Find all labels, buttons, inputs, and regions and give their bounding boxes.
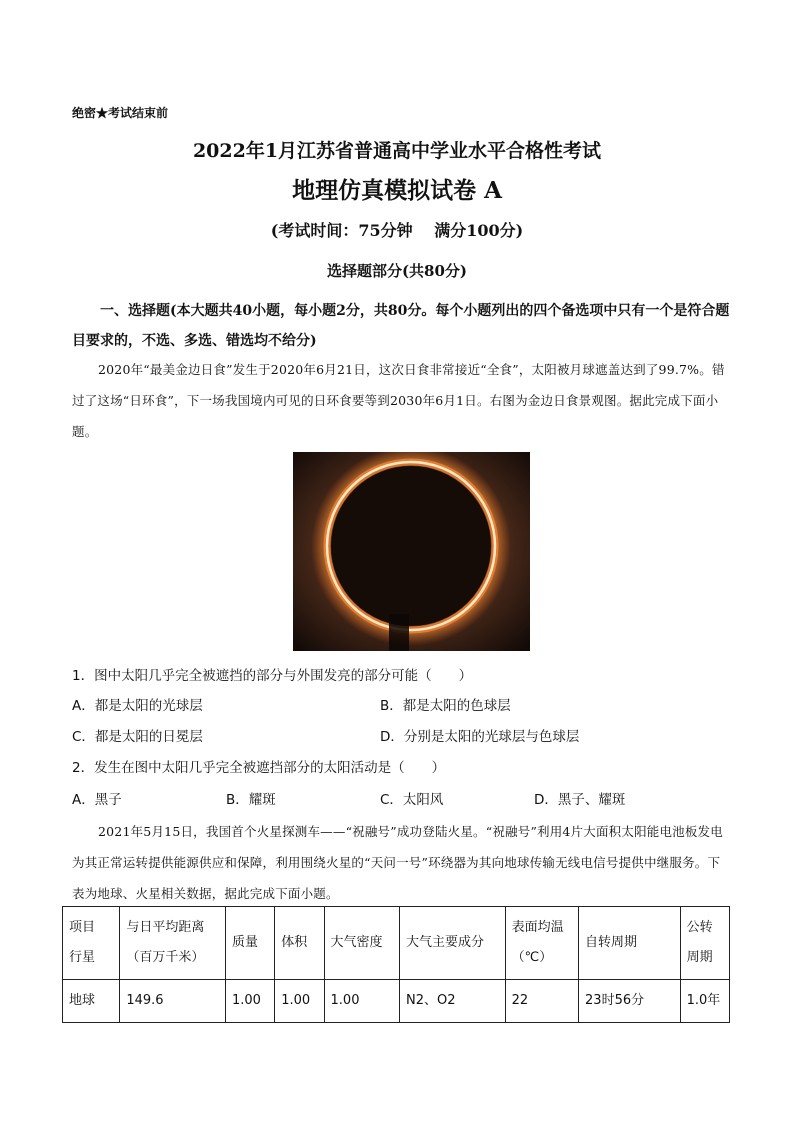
part-title: 选择题部分(共80分) bbox=[326, 262, 468, 280]
table-header-cell: 体积 bbox=[275, 907, 324, 980]
table-cell: 23时56分 bbox=[579, 980, 681, 1023]
passage-eclipse: 2020年“最美金边日食”发生于2020年6月21日，这次日食非常接近“全食”，太阳被月球遮盖达到了99.7%。错过了这场“日环食”，下一场我国境内可见的日环食要等到2030年6月1日。右图为金边日食景观图。据此完成下面小题。 bbox=[72, 362, 725, 439]
question-1-option-b: B．都是太阳的色球层 bbox=[380, 698, 511, 714]
table-cell: 1.00 bbox=[225, 980, 274, 1023]
planet-data-table bbox=[62, 906, 730, 1023]
exam-title: 2022年1月江苏省普通高中学业水平合格性考试 bbox=[192, 140, 602, 162]
section-instructions: 一、选择题(本大题共40小题，每小题2分，共80分。每个小题列出的四个备选项中只有一个是符合题目要求的，不选、多选、错选均不给分) bbox=[72, 303, 730, 349]
table-header-cell: 公转 周期 bbox=[680, 907, 729, 980]
confidential-mark: 绝密★考试结束前 bbox=[72, 106, 169, 120]
passage-mars: 2021年5月15日，我国首个火星探测车——“祝融号”成功登陆火星。“祝融号”利用4片大面积太阳能电池板发电为其正常运转提供能源供应和保障，利用围绕火星的“天问一号”环绕器为其向地球传输无线电信号提供中继服务。下表为地球、火星相关数据，据此完成下面小题。 bbox=[72, 824, 723, 901]
question-1-stem: 1．图中太阳几乎完全被遮挡的部分与外围发亮的部分可能（ ） bbox=[72, 668, 473, 684]
table-header-cell: 项目 行星 bbox=[63, 907, 120, 980]
table-cell: 1.00 bbox=[275, 980, 324, 1023]
table-cell: 149.6 bbox=[120, 980, 226, 1023]
table-header-cell: 大气密度 bbox=[324, 907, 399, 980]
eclipse-image bbox=[293, 452, 530, 651]
table-header-row bbox=[63, 907, 730, 980]
eclipse-photo bbox=[293, 452, 530, 651]
table-header-cell: 大气主要成分 bbox=[399, 907, 505, 980]
paper-title: 地理仿真模拟试卷 A bbox=[292, 177, 502, 204]
question-2-option-c: C．太阳风 bbox=[380, 792, 444, 808]
question-1-option-d: D．分别是太阳的光球层与色球层 bbox=[380, 729, 580, 745]
exam-info: (考试时间：75分钟 满分100分) bbox=[270, 221, 524, 240]
question-1-option-c: C．都是太阳的日冕层 bbox=[72, 729, 203, 745]
question-1-option-a: A．都是太阳的光球层 bbox=[72, 698, 203, 714]
question-2-option-d: D．黑子、耀斑 bbox=[534, 792, 626, 808]
question-2-option-a: A．黑子 bbox=[72, 792, 122, 808]
table-row bbox=[63, 980, 730, 1023]
table-cell: 1.00 bbox=[324, 980, 399, 1023]
table-header-cell: 表面均温 （℃） bbox=[505, 907, 578, 980]
table-cell: 地球 bbox=[63, 980, 120, 1023]
question-2-stem: 2．发生在图中太阳几乎完全被遮挡部分的太阳活动是（ ） bbox=[72, 760, 446, 776]
table-cell: 1.0年 bbox=[680, 980, 729, 1023]
table-cell: N2、O2 bbox=[399, 980, 505, 1023]
table-header-cell: 质量 bbox=[225, 907, 274, 980]
table-cell: 22 bbox=[505, 980, 578, 1023]
question-2-option-b: B．耀斑 bbox=[226, 792, 276, 808]
table-header-cell: 与日平均距离 （百万千米） bbox=[120, 907, 226, 980]
table-header-cell: 自转周期 bbox=[579, 907, 681, 980]
